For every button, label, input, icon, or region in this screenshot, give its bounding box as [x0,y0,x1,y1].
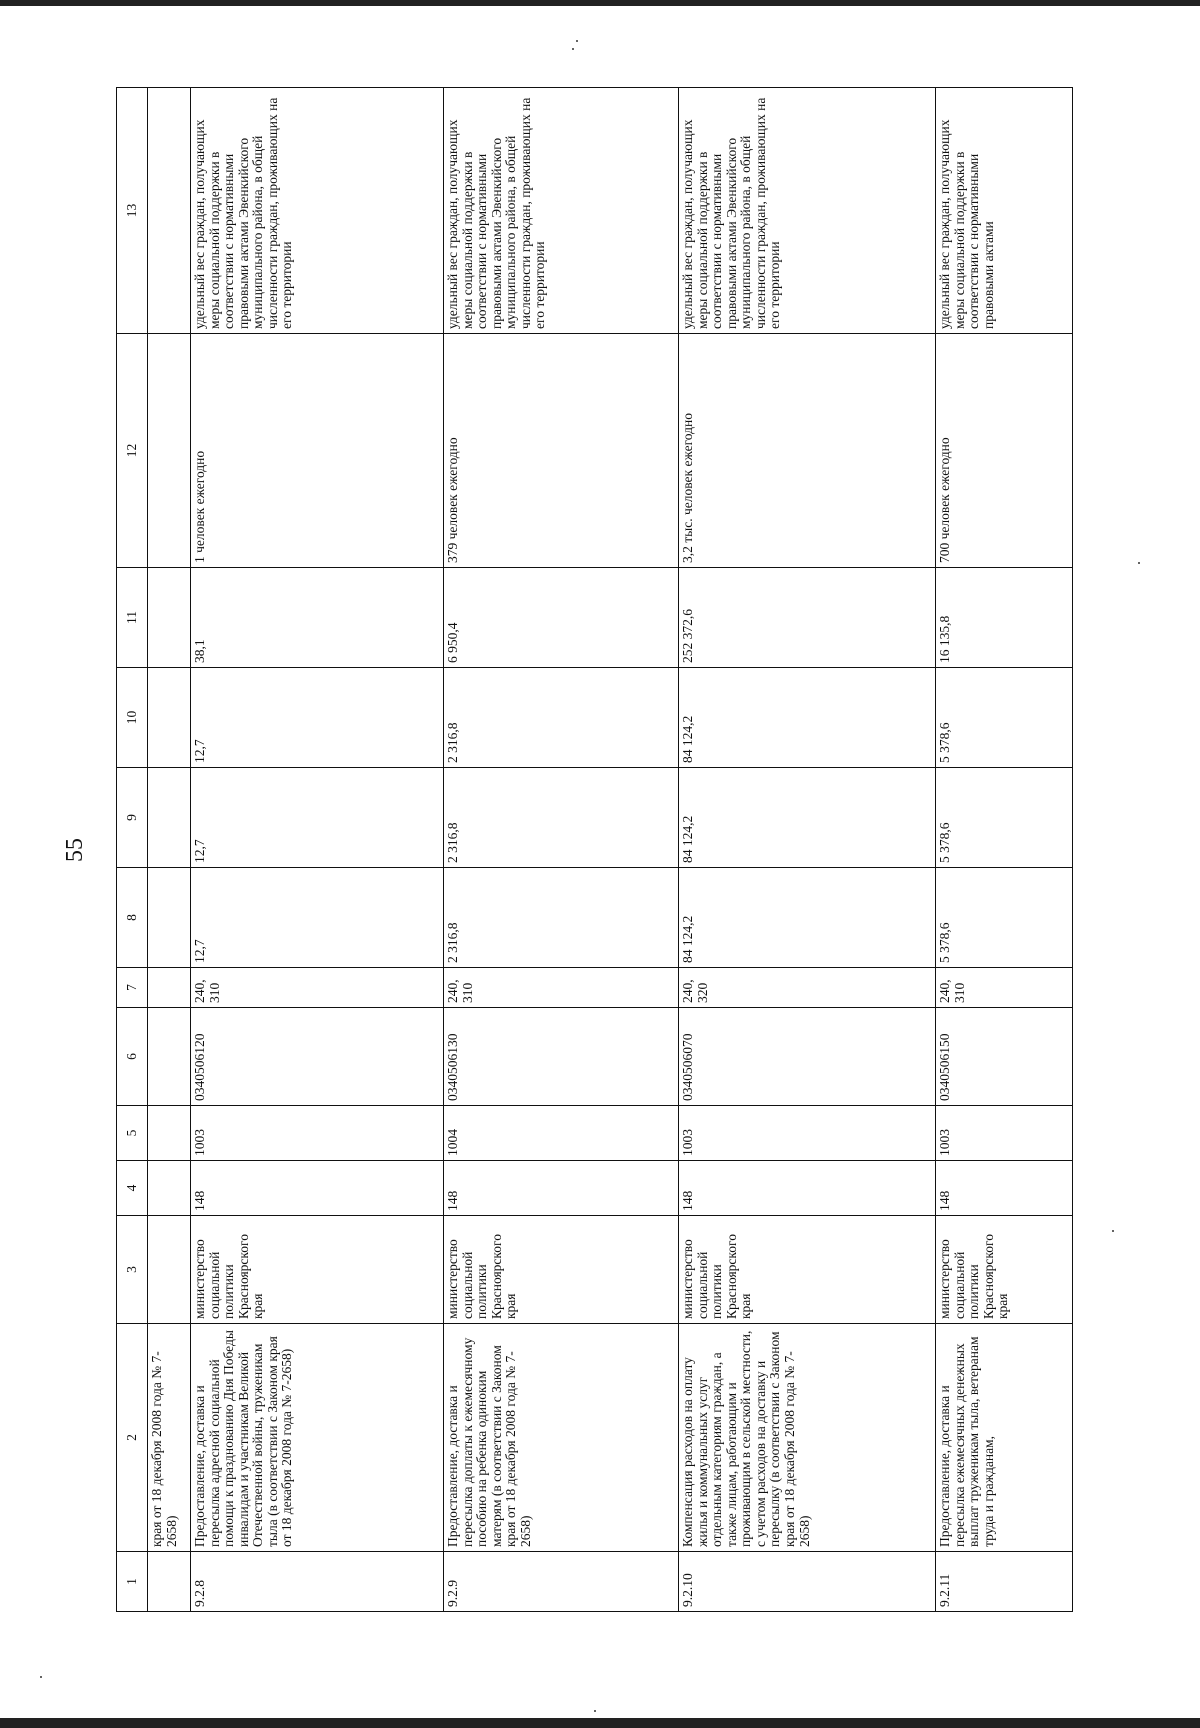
amount-year3: 2 316,8 [444,668,679,768]
column-header: 12 [117,334,148,568]
grbs-code: 148 [444,1161,679,1216]
measure-name: Предоставление, доставка и пересылка ежемесячных денежных выплат труженикам тыла, ветеранам труда и гражданам, [936,1324,1073,1552]
scan-border-top [0,0,1200,6]
expected-result: 1 человек ежегодно [191,334,444,568]
row-number: 9.2.8 [191,1552,444,1612]
target-article: 0340506120 [191,1008,444,1106]
indicator: удельный вес граждан, получающих меры социальной поддержки в соответствии с нормативными правовыми актами Эвенкийского муниципального района, в общей численности граждан, проживающих на его территории [444,88,679,334]
header-row [117,88,148,1612]
column-header: 7 [117,968,148,1008]
indicator: удельный вес граждан, получающих меры социальной поддержки в соответствии с нормативными правовыми актами Эвенкийского муниципального района, в общей численности граждан, проживающих на его территории [679,88,936,334]
indicator: удельный вес граждан, получающих меры социальной поддержки в соответствии с нормативными правовыми актами [936,88,1073,334]
scan-speck [572,48,574,50]
amount-year1: 84 124,2 [679,868,936,968]
expected-result: 700 человек ежегодно [936,334,1073,568]
scan-speck [594,1710,596,1712]
column-header: 1 [117,1552,148,1612]
target-article: 0340506150 [936,1008,1073,1106]
column-header: 10 [117,668,148,768]
column-header: 5 [117,1106,148,1161]
measure-name: Предоставление, доставка и пересылка адресной социальной помощи к празднованию Дня Победы инвалидам и участникам Великой Отечественной войны, труженикам тыла (в соответствии с Законом края от 18 декабря 2008 года № 7-2658) [191,1324,444,1552]
column-header: 8 [117,868,148,968]
scan-border-bottom [0,1718,1200,1728]
table-cell [148,88,191,334]
row-number: 9.2.10 [679,1552,936,1612]
column-header: 13 [117,88,148,334]
amount-year1: 2 316,8 [444,868,679,968]
administrator: министерство социальной политики Красноярского края [679,1216,936,1324]
table-cell [148,968,191,1008]
section-code: 1003 [679,1106,936,1161]
amount-total: 16 135,8 [936,568,1073,668]
section-code: 1003 [191,1106,444,1161]
section-code: 1004 [444,1106,679,1161]
expected-result: 3,2 тыс. человек ежегодно [679,334,936,568]
table-cell [148,1008,191,1106]
column-header: 2 [117,1324,148,1552]
table-cell [148,1552,191,1612]
amount-year2: 5 378,6 [936,768,1073,868]
expense-type: 240, 310 [444,968,679,1008]
scan-speck [1138,562,1140,564]
column-header: 9 [117,768,148,868]
section-code: 1003 [936,1106,1073,1161]
grbs-code: 148 [679,1161,936,1216]
expense-type: 240, 310 [191,968,444,1008]
amount-total: 6 950,4 [444,568,679,668]
continuation-row [148,88,191,1612]
measure-name: Компенсация расходов на оплату жилья и коммунальных услуг отдельным категориям граждан, а также лицам, работающим и проживающим в сельской местности, с учетом расходов на доставку и пересылку (в соответствии с Законом края от 18 декабря 2008 года № 7-2658) [679,1324,936,1552]
scan-speck [576,40,578,42]
column-header: 11 [117,568,148,668]
indicator: удельный вес граждан, получающих меры социальной поддержки в соответствии с нормативными правовыми актами Эвенкийского муниципального района, в общей численности граждан, проживающих на его территории [191,88,444,334]
amount-year3: 12,7 [191,668,444,768]
amount-year3: 5 378,6 [936,668,1073,768]
table-cell [148,1106,191,1161]
amount-total: 252 372,6 [679,568,936,668]
table-cell [148,768,191,868]
amount-year3: 84 124,2 [679,668,936,768]
amount-year2: 2 316,8 [444,768,679,868]
amount-year2: 84 124,2 [679,768,936,868]
column-header: 6 [117,1008,148,1106]
column-header: 4 [117,1161,148,1216]
table-cell [148,868,191,968]
amount-total: 38,1 [191,568,444,668]
amount-year1: 12,7 [191,868,444,968]
administrator: министерство социальной политики Красноярского края [444,1216,679,1324]
scan-speck [40,1676,42,1678]
expected-result: 379 человек ежегодно [444,334,679,568]
row-number: 9.2.9 [444,1552,679,1612]
amount-year1: 5 378,6 [936,868,1073,968]
column-header: 3 [117,1216,148,1324]
scan-speck [1112,1230,1114,1232]
expense-type: 240, 310 [936,968,1073,1008]
target-article: 0340506130 [444,1008,679,1106]
table-cell [148,568,191,668]
table-cell [148,1216,191,1324]
administrator: министерство социальной политики Красноярского края [936,1216,1073,1324]
target-article: 0340506070 [679,1008,936,1106]
table-row [679,88,936,1612]
expense-type: 240, 320 [679,968,936,1008]
row-number: 9.2.11 [936,1552,1073,1612]
table-cell [148,1161,191,1216]
measure-name: Предоставление, доставка и пересылка доплаты к ежемесячному пособию на ребенка одиноким матерям (в соответствии с Законом края от 18 декабря 2008 года № 7-2658) [444,1324,679,1552]
table-row [444,88,679,1612]
page-number: 55 [62,838,88,862]
table-cell [148,334,191,568]
table-row [191,88,444,1612]
amount-year2: 12,7 [191,768,444,868]
grbs-code: 148 [191,1161,444,1216]
table-row [936,88,1073,1612]
administrator: министерство социальной политики Красноярского края [191,1216,444,1324]
table-cell [148,668,191,768]
table-cell: края от 18 декабря 2008 года № 7-2658) [148,1324,191,1552]
grbs-code: 148 [936,1161,1073,1216]
rotated-page [62,88,1080,1612]
budget-table [116,87,1073,1612]
